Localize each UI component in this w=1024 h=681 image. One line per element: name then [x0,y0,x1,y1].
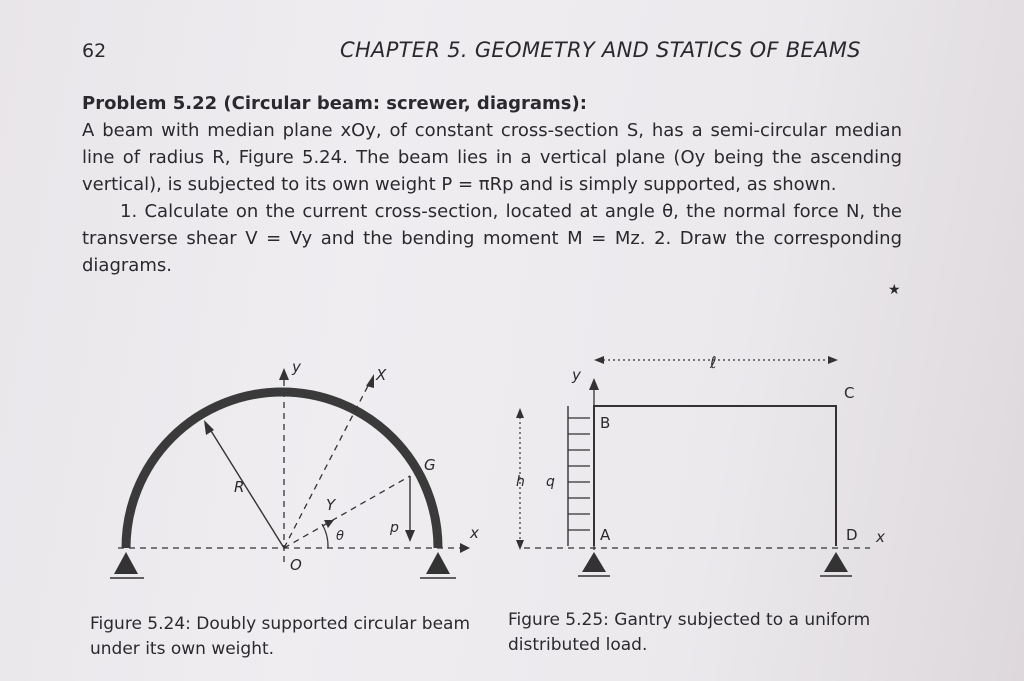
label-G: G [424,456,436,474]
figure-5-24-caption: Figure 5.24: Doubly supported circular beam under its own weight. [90,614,471,659]
height-arrow-top [516,408,524,418]
gantry-frame [594,406,836,546]
span-arrow-right [828,356,838,364]
label-A: A [600,526,611,544]
label-Y: Y [326,496,336,514]
theta-arc [322,524,328,548]
running-head: CHAPTER 5. GEOMETRY AND STATICS OF BEAMS [340,38,861,62]
label-h: h [516,474,525,490]
problem-title: Problem 5.22 (Circular beam: screwer, diagrams): [82,93,587,114]
radius-line [208,426,284,548]
left-support [114,552,138,574]
difficulty-star: ★ [888,282,901,298]
figure-5-25 [506,350,906,590]
support-A [582,552,606,572]
problem-paragraph-1: A beam with median plane xOy, of constant cross-section S, has a semi-circular median line of radius R, Figure 5.24. The beam lies in a vertical plane (Oy being the ascending vertical), is subjected to its own weight P = πRp and is simply supported, as shown. [82,120,902,195]
label-D: D [846,526,858,544]
Y-axis-line [284,476,410,548]
support-D [824,552,848,572]
load-arrow [405,530,415,542]
y-axis-arrow [589,378,599,390]
height-arrow-bottom [516,540,524,550]
label-O: O [290,556,302,574]
figure-5-25-caption: Figure 5.25: Gantry subjected to a uniform distributed load. [508,610,871,655]
label-q: q [546,474,555,490]
x-axis-arrow [460,543,470,553]
distributed-load-arrows [568,418,590,530]
label-C: C [844,384,855,402]
label-theta: θ [336,529,344,544]
page-number: 62 [82,40,107,62]
right-support [426,552,450,574]
y-axis-arrow [279,368,289,380]
problem-text [82,90,902,279]
label-y: y [292,358,301,376]
span-arrow-left [594,356,604,364]
label-y: y [572,366,581,384]
label-x: x [470,524,479,542]
label-p: p [390,520,399,536]
label-X: X [376,366,387,384]
label-B: B [600,414,611,432]
X-axis-arrow [366,374,374,388]
problem-paragraph-2: 1. Calculate on the current cross-section, located at angle θ, the normal force N, the transverse shear V = Vy and the bending moment M = Mz. 2. Draw the corresponding diagrams. [82,201,902,276]
label-l: ℓ [710,353,717,372]
figure-5-24 [108,352,498,592]
label-R: R [234,478,245,496]
label-x: x [876,528,885,546]
